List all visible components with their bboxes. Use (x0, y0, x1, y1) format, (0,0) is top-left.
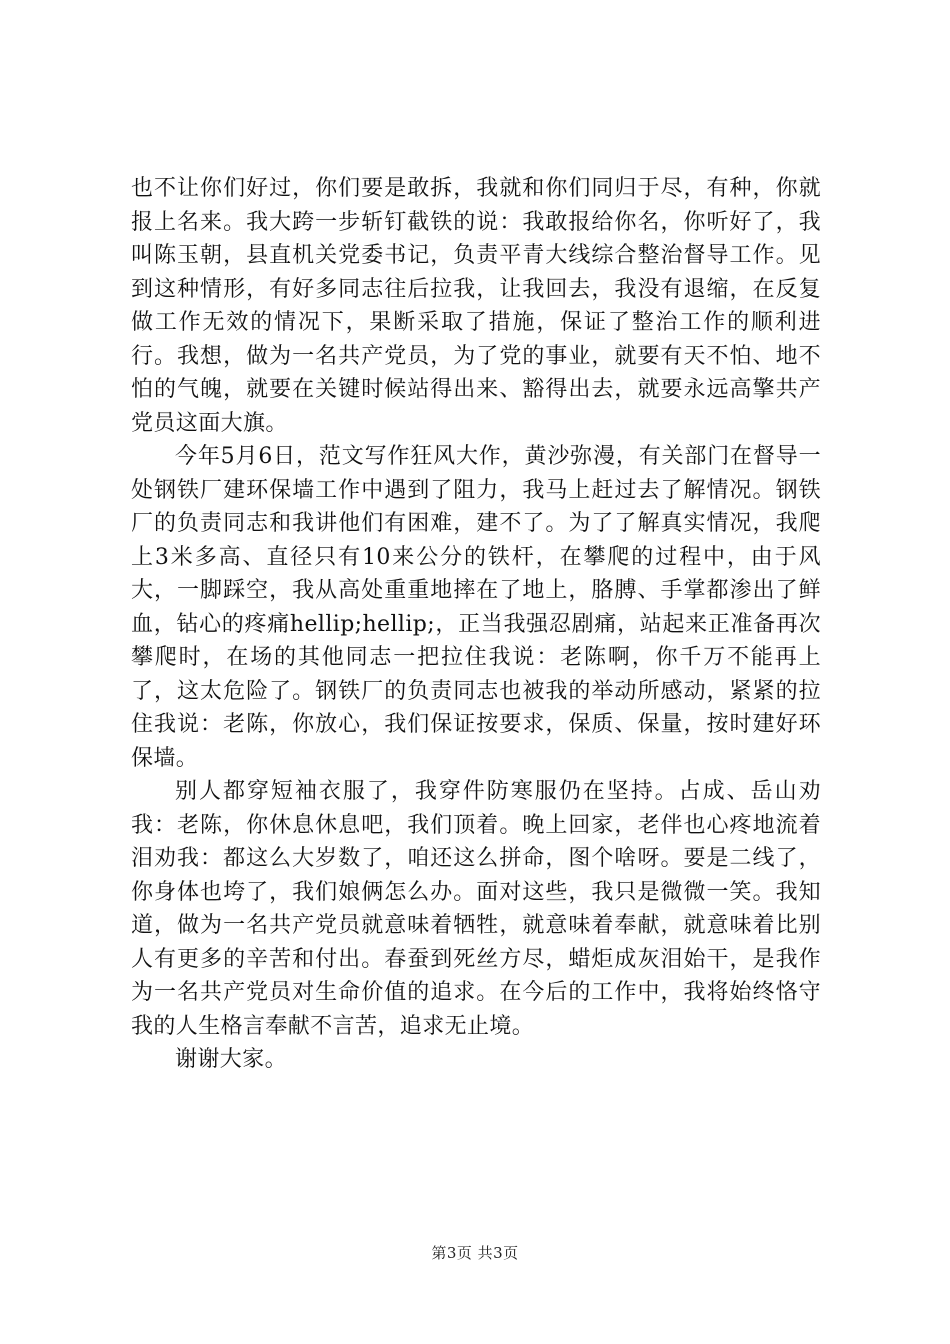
paragraph-continuation: 也不让你们好过，你们要是敢拆，我就和你们同归于尽，有种，你就报上名来。我大跨一步斩钉截铁的说：我敢报给你名，你听好了，我叫陈玉朝，县直机关党委书记，负责平青大线综合整治督导工作。见到这种情形，有好多同志往后拉我，让我回去，我没有退缩，在反复做工作无效的情况下，果断采取了措施，保证了整治工作的顺利进行。我想，做为一名共产党员，为了党的事业，就要有天不怕、地不怕的气魄，就要在关键时候站得出来、豁得出去，就要永远高擎共产党员这面大旗。 (131, 176, 821, 436)
paragraph-persistence: 别人都穿短袖衣服了，我穿件防寒服仍在坚持。占成、岳山劝我：老陈，你休息休息吧，我们顶着。晚上回家，老伴也心疼地流着泪劝我：都这么大岁数了，咱还这么拼命，图个啥呀。要是二线了，你身体也垮了，我们娘俩怎么办。面对这些，我只是微微一笑。我知道，做为一名共产党员就意味着牺牲，就意味着奉献，就意味着比别人有更多的辛苦和付出。春蚕到死丝方尽，蜡炬成灰泪始干，是我作为一名共产党员对生命价值的追求。在今后的工作中，我将始终恪守我的人生格言奉献不言苦，追求无止境。 (131, 779, 821, 1039)
paragraph-may-6-incident: 今年5月6日，范文写作狂风大作，黄沙弥漫，有关部门在督导一处钢铁厂建环保墙工作中遇到了阻力，我马上赶过去了解情况。钢铁厂的负责同志和我讲他们有困难，建不了。为了了解真实情况，我爬上3米多高、直径只有10来公分的铁杆，在攀爬的过程中，由于风大，一脚踩空，我从高处重重地摔在了地上，胳膊、手掌都渗出了鲜血，钻心的疼痛hellip;hellip;，正当我强忍剧痛，站起来正准备再次攀爬时，在场的其他同志一把拉住我说：老陈啊，你千万不能再上了，这太危险了。钢铁厂的负责同志也被我的举动所感动，紧紧的拉住我说：老陈，你放心，我们保证按要求，保质、保量，按时建好环保墙。 (131, 444, 821, 771)
page-number: 第3页 共3页 (431, 1244, 519, 1262)
paragraph-thanks: 谢谢大家。 (175, 1047, 288, 1072)
document-body (131, 172, 821, 1077)
page-footer (0, 1242, 950, 1263)
